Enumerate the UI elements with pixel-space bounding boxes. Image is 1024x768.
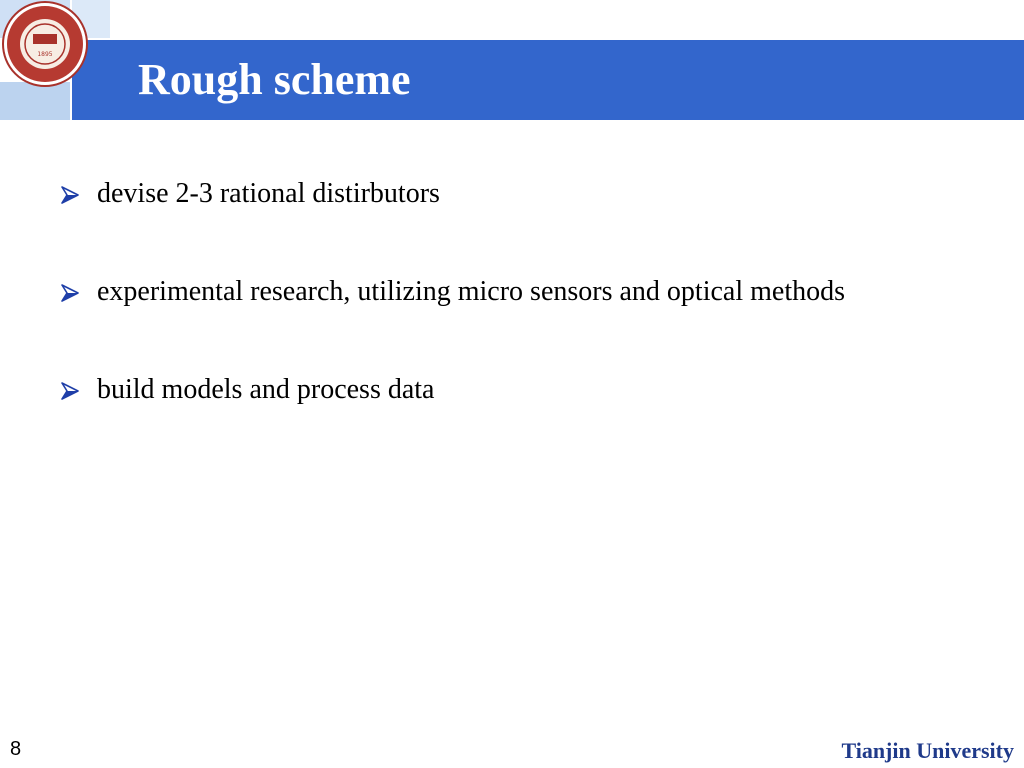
bullet-text: devise 2-3 rational distirbutors	[97, 178, 440, 209]
bullet-item	[60, 272, 960, 312]
arrow-bullet-icon	[60, 186, 80, 204]
bullet-item	[60, 174, 960, 214]
bullet-list	[60, 174, 960, 468]
seal-year: 1895	[37, 51, 53, 58]
slide-title: Rough scheme	[138, 55, 411, 104]
arrow-bullet-icon	[60, 382, 80, 400]
bullet-text: experimental research, utilizing micro sensors and optical methods	[97, 276, 845, 307]
bullet-item	[60, 370, 960, 410]
page-number: 8	[10, 738, 22, 760]
footer-university: Tianjin University	[841, 738, 1014, 763]
bullet-text: build models and process data	[97, 374, 435, 405]
university-seal-icon	[1, 0, 89, 88]
arrow-bullet-icon	[60, 284, 80, 302]
